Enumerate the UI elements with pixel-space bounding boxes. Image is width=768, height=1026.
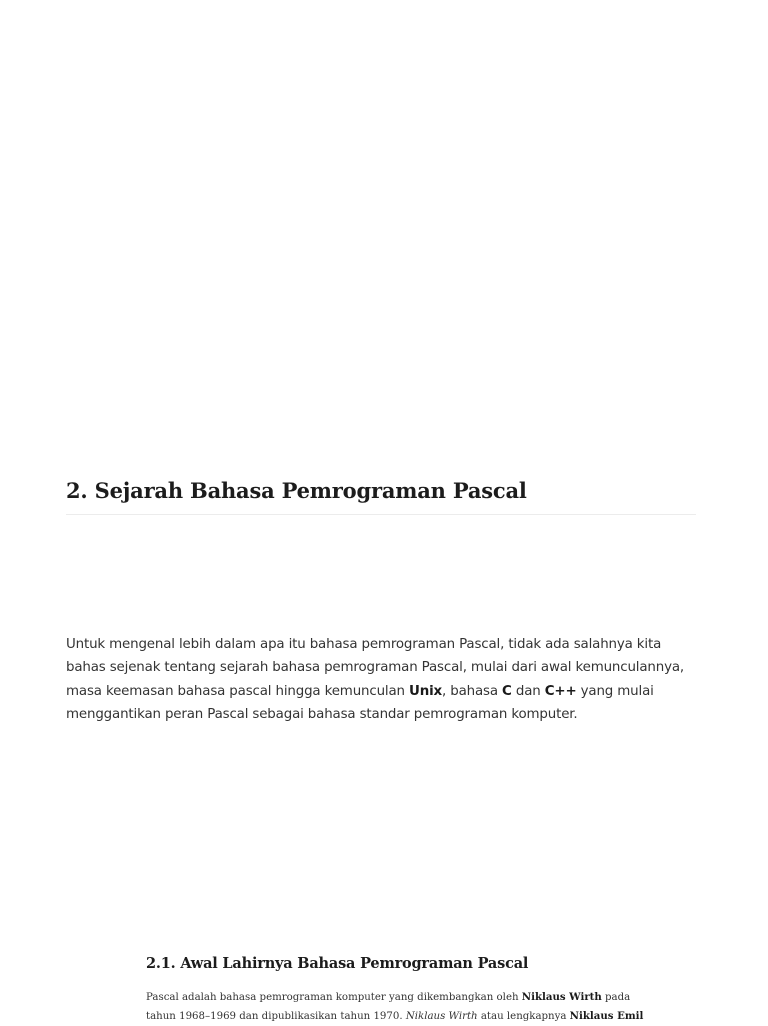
- name-niklaus-wirth: Niklaus Wirth: [521, 991, 602, 1003]
- heading-divider: [66, 514, 696, 515]
- sub-text: tahun 1968–1969 dan dipublikasikan tahun 1970.: [146, 1011, 406, 1022]
- sub-line-2: [146, 1007, 646, 1026]
- intro-text: dan: [511, 683, 545, 699]
- sub-text: pada: [601, 992, 631, 1003]
- term-unix: Unix: [409, 683, 443, 699]
- intro-text: masa keemasan bahasa pascal hingga kemunculan: [66, 683, 409, 699]
- name-niklaus-emil: Niklaus Emil: [569, 1010, 644, 1022]
- term-cpp: C++: [544, 683, 577, 699]
- intro-paragraph: [66, 633, 706, 726]
- intro-line-1: Untuk mengenal lebih dalam apa itu bahasa pemrograman Pascal, tidak ada salahnya kita: [66, 637, 662, 652]
- sub-line-1: [146, 988, 646, 1007]
- section-heading: 2. Sejarah Bahasa Pemrograman Pascal: [66, 478, 527, 503]
- intro-text: yang mulai: [576, 683, 654, 699]
- subsection-heading: 2.1. Awal Lahirnya Bahasa Pemrograman Pascal: [146, 955, 529, 972]
- sub-text: Pascal adalah bahasa pemrograman komputer yang dikembangkan oleh: [146, 992, 522, 1003]
- intro-text: , bahasa: [442, 683, 503, 699]
- intro-line-2: bahas sejenak tentang sejarah bahasa pemrograman Pascal, mulai dari awal kemunculannya,: [66, 660, 685, 676]
- name-niklaus-wirth-italic: Niklaus Wirth: [405, 1011, 478, 1022]
- term-c: C: [502, 683, 512, 699]
- subsection-paragraph: [146, 988, 646, 1026]
- intro-line-4: menggantikan peran Pascal sebagai bahasa standar pemrograman komputer.: [66, 706, 578, 722]
- sub-text: atau lengkapnya: [477, 1011, 570, 1022]
- intro-line-3: [66, 680, 706, 703]
